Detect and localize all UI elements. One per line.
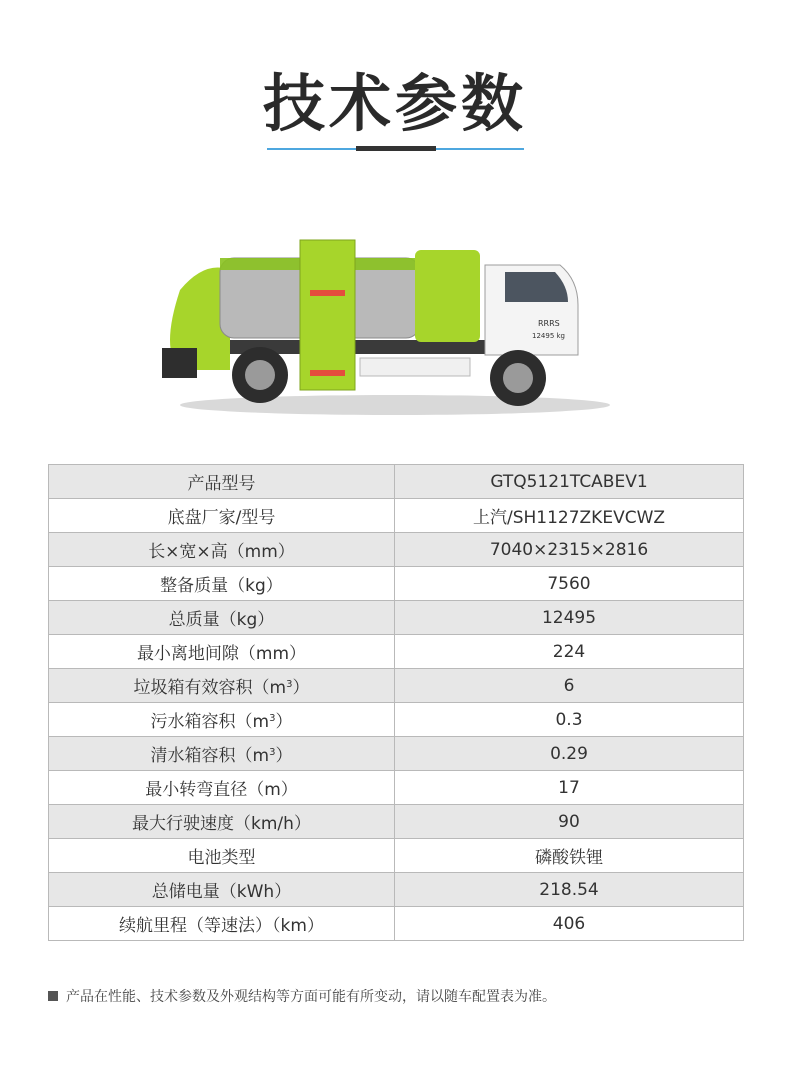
title-underline-accent (356, 146, 436, 151)
spec-value: 0.29 (395, 737, 744, 771)
spec-row (49, 635, 744, 669)
spec-row (49, 669, 744, 703)
spec-row (49, 533, 744, 567)
cab-door-weight: 12495 kg (532, 332, 565, 340)
side-lifter (300, 240, 355, 390)
spec-value: 406 (395, 907, 744, 941)
spec-value: 12495 (395, 601, 744, 635)
spec-label: 产品型号 (49, 465, 395, 499)
spec-row (49, 805, 744, 839)
spec-row (49, 601, 744, 635)
spec-row (49, 737, 744, 771)
spec-row (49, 771, 744, 805)
spec-value: 7560 (395, 567, 744, 601)
spec-label: 垃圾箱有效容积$(m^3)$ (49, 669, 395, 703)
spec-row (49, 907, 744, 941)
spec-value: 90 (395, 805, 744, 839)
spec-label: 电池类型 (49, 839, 395, 873)
spec-label: 底盘厂家/型号 (49, 499, 395, 533)
footnote (48, 986, 556, 1006)
page-title: 技术参数 (262, 67, 527, 140)
cab-door-logo: RRRS (538, 319, 560, 328)
spec-label: 续航里程（等速法）（km） (49, 907, 395, 941)
spec-label: 最小离地间隙（mm） (49, 635, 395, 669)
spec-row (49, 567, 744, 601)
spec-value: 6 (395, 669, 744, 703)
spec-label: 整备质量（kg） (49, 567, 395, 601)
spec-value: 7040×2315×2816 (395, 533, 744, 567)
spec-value: 磷酸铁锂 (395, 839, 744, 873)
spec-row (49, 465, 744, 499)
spec-label: 总储电量（kWh） (49, 873, 395, 907)
spec-label: 最大行驶速度（km/h） (49, 805, 395, 839)
spec-value: 224 (395, 635, 744, 669)
spec-row (49, 839, 744, 873)
footnote-text: 产品在性能、技术参数及外观结构等方面可能有所变动，请以随车配置表为准。 (66, 989, 556, 1005)
spec-value: 218.54 (395, 873, 744, 907)
spec-label: 最小转弯直径（m） (49, 771, 395, 805)
spec-row (49, 873, 744, 907)
spec-value: 0.3 (395, 703, 744, 737)
side-skirt (360, 358, 470, 376)
lift-bin (162, 348, 197, 378)
spec-value: GTQ5121TCABEV1 (395, 465, 744, 499)
battery-box (415, 250, 480, 342)
garbage-truck-image (150, 230, 610, 430)
spec-value: 上汽/SH1127ZKEVCWZ (395, 499, 744, 533)
spec-label: 总质量（kg） (49, 601, 395, 635)
spec-row (49, 499, 744, 533)
footnote-bullet-icon (48, 991, 58, 1001)
spec-table (48, 464, 744, 941)
spec-row (49, 703, 744, 737)
spec-value: 17 (395, 771, 744, 805)
spec-label: 清水箱容积$(m^3)$ (49, 737, 395, 771)
spec-label: 污水箱容积$(m^3)$ (49, 703, 395, 737)
spec-label: 长×宽×高（mm） (49, 533, 395, 567)
cab-window (505, 272, 568, 302)
